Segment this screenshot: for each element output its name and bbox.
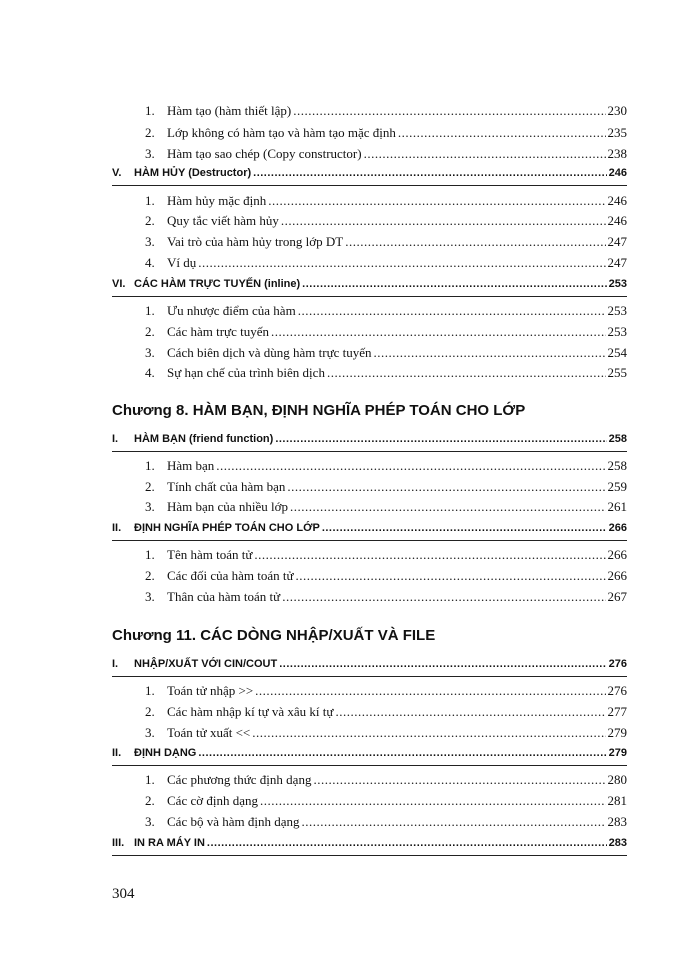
toc-entry: 3. Cách biên dịch và dùng hàm trực tuyến ..... 254: [145, 345, 627, 361]
leader-dots: [293, 103, 605, 119]
toc-section-heading: I. HÀM BẠN (friend function) ..... 258: [112, 433, 627, 445]
page-number: 304: [112, 886, 135, 902]
toc-section-heading: VI. CÁC HÀM TRỰC TUYẾN (inline) ..... 253: [112, 278, 627, 290]
toc-entry: 4. Sự hạn chế của trình biên dịch ..... 255: [145, 365, 627, 381]
toc-section-heading: II. ĐỊNH NGHĨA PHÉP TOÁN CHO LỚP ..... 266: [112, 522, 627, 534]
leader-dots: [322, 522, 607, 534]
leader-dots: [327, 365, 606, 381]
toc-entry: 2. Các đối của hàm toán tử ..... 266: [145, 568, 627, 584]
leader-dots: [260, 793, 606, 809]
section-rule: [112, 451, 627, 452]
toc-entry: 4. Ví dụ ..... 247: [145, 255, 627, 271]
toc-entry: 3. Hàm bạn của nhiều lớp ..... 261: [145, 499, 627, 515]
toc-entry: 1. Hàm bạn ..... 258: [145, 458, 627, 474]
toc-entry: 3. Hàm tạo sao chép (Copy constructor) ..... 238: [145, 146, 627, 162]
leader-dots: [364, 146, 606, 162]
leader-dots: [253, 167, 607, 179]
toc-entry: 3. Vai trò của hàm hủy trong lớp DT ..... 247: [145, 234, 627, 250]
section-rule: [112, 765, 627, 766]
leader-dots: [282, 589, 605, 605]
leader-dots: [279, 658, 606, 670]
leader-dots: [254, 547, 605, 563]
leader-dots: [296, 568, 606, 584]
toc-entry: 3. Thân của hàm toán tử ..... 267: [145, 589, 627, 605]
section-rule: [112, 540, 627, 541]
toc-entry: 1. Ưu nhược điểm của hàm ..... 253: [145, 303, 627, 319]
leader-dots: [302, 814, 606, 830]
leader-dots: [275, 433, 606, 445]
chapter-title: Chương 11. CÁC DÒNG NHẬP/XUẤT VÀ FILE: [112, 627, 436, 644]
leader-dots: [374, 345, 606, 361]
leader-dots: [271, 324, 606, 340]
toc-section-heading: V. HÀM HỦY (Destructor) ..... 246: [112, 167, 627, 179]
toc-entry: 1. Toán tử nhập >> ..... 276: [145, 683, 627, 699]
leader-dots: [398, 125, 606, 141]
section-rule: [112, 676, 627, 677]
leader-dots: [198, 255, 605, 271]
leader-dots: [290, 499, 606, 515]
toc-section-heading: I. NHẬP/XUẤT VỚI CIN/COUT ..... 276: [112, 658, 627, 670]
section-rule: [112, 296, 627, 297]
chapter-title: Chương 8. HÀM BẠN, ĐỊNH NGHĨA PHÉP TOÁN CHO LỚP: [112, 402, 526, 419]
toc-section-heading: II. ĐỊNH DẠNG ..... 279: [112, 747, 627, 759]
leader-dots: [335, 704, 605, 720]
leader-dots: [281, 213, 606, 229]
leader-dots: [216, 458, 605, 474]
toc-entry: 3. Toán tử xuất << ..... 279: [145, 725, 627, 741]
toc-entry: 3. Các bộ và hàm định dạng ..... 283: [145, 814, 627, 830]
leader-dots: [268, 193, 605, 209]
toc-entry: 1. Các phương thức định dạng ..... 280: [145, 772, 627, 788]
toc-entry: 2. Tính chất của hàm bạn ..... 259: [145, 479, 627, 495]
toc-entry: 1. Hàm hủy mặc định ..... 246: [145, 193, 627, 209]
toc-entry: 2. Lớp không có hàm tạo và hàm tạo mặc định ..... 235: [145, 125, 627, 141]
toc-entry: 2. Các cờ định dạng ..... 281: [145, 793, 627, 809]
toc-entry: 1. Tên hàm toán tử ..... 266: [145, 547, 627, 563]
toc-entry: 2. Các hàm nhập kí tự và xâu kí tự ..... 277: [145, 704, 627, 720]
leader-dots: [302, 278, 606, 290]
leader-dots: [345, 234, 605, 250]
leader-dots: [252, 725, 605, 741]
toc-entry: 1. Hàm tạo (hàm thiết lập) ..... 230: [145, 103, 627, 119]
leader-dots: [287, 479, 605, 495]
leader-dots: [313, 772, 605, 788]
leader-dots: [255, 683, 605, 699]
leader-dots: [207, 837, 607, 849]
leader-dots: [298, 303, 606, 319]
section-rule: [112, 185, 627, 186]
section-rule: [112, 855, 627, 856]
toc-entry: 2. Quy tắc viết hàm hủy ..... 246: [145, 213, 627, 229]
leader-dots: [198, 747, 606, 759]
toc-section-heading: III. IN RA MÁY IN ..... 283: [112, 837, 627, 849]
toc-entry: 2. Các hàm trực tuyến ..... 253: [145, 324, 627, 340]
